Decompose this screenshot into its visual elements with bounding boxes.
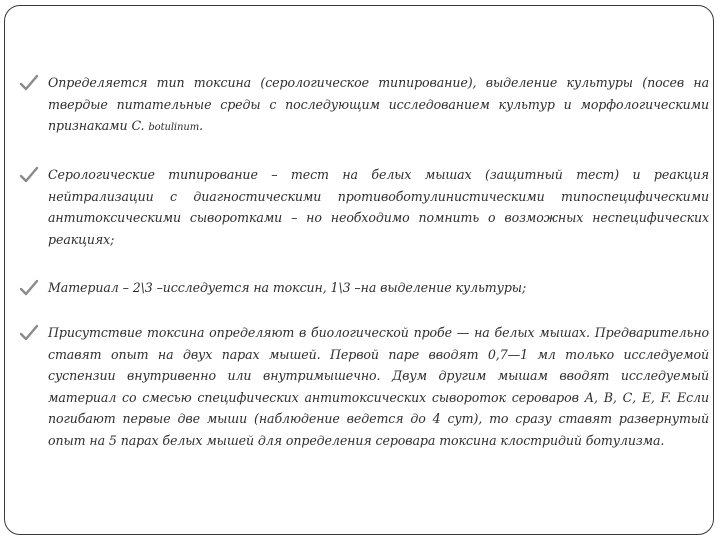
bullet-text: Присутствие токсина определяют в биологической пробе — на белых мышах. Предварительно ставят опыт на двух парах мышей. Первой паре вводят 0,7—1 мл только исследуемой суспензии внутривенно или внутримышечно. Двум другим мышам вводят исследуемый материал со смесью специфических антитоксических сывороток сероваров А, В, С, Е, F. Если погибают первые две мыши (наблюдение ведется до 4 сут), то сразу ставят развернутый опыт на 5 парах белых мышей для определения серовара токсина клостридий ботулизма. xyxy=(48,325,709,448)
bullet-text: Материал – 2\3 –исследуется на токсин, 1\3 –на выделение культуры; xyxy=(48,280,527,295)
checkmark-icon xyxy=(19,73,39,93)
checkmark-icon xyxy=(19,165,39,185)
checkmark-icon xyxy=(19,323,39,343)
bullet-item xyxy=(19,322,709,451)
bullet-item xyxy=(19,277,709,299)
bullet-text xyxy=(48,72,709,139)
bullet-item xyxy=(19,72,709,139)
bullet-text: Серологические типирование – тест на белых мышах (защитный тест) и реакция нейтрализации с диагностическими противоботулинистическими типоспецифическими антитоксическими сыворотками – но необходимо помнить о возможных неспецифических реакциях; xyxy=(48,167,709,247)
bullet-text-main: Определяется тип токсина (серологическое типирование), выделение культуры (посев на твердые питательные среды с последующим исследованием культур и морфологическими признаками C. xyxy=(48,75,709,133)
bullet-item xyxy=(19,164,709,250)
checkmark-icon xyxy=(19,278,39,298)
slide-frame xyxy=(4,5,714,535)
bullet-text-species: botulinum xyxy=(148,122,200,133)
bullet-text-end: . xyxy=(199,118,203,133)
